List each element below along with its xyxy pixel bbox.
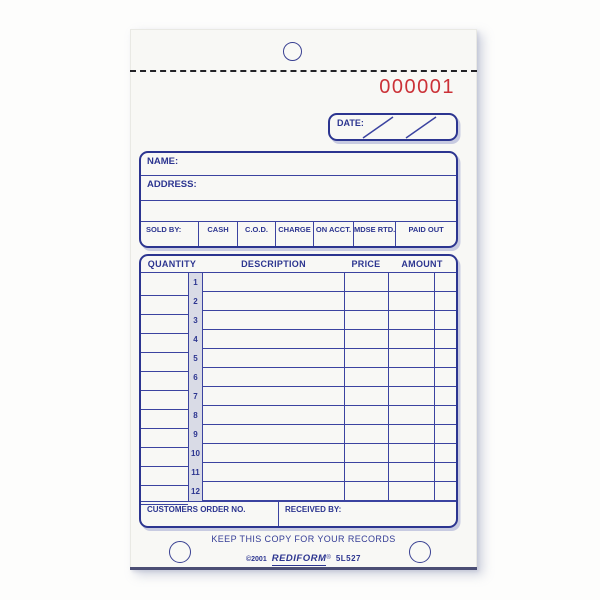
column-header-price: PRICE xyxy=(351,259,381,269)
row-number: 3 xyxy=(188,311,203,330)
description-cell xyxy=(203,406,344,425)
cents-cell xyxy=(434,311,456,330)
description-cell xyxy=(203,273,344,292)
row-number: 5 xyxy=(188,349,203,368)
quantity-cell xyxy=(141,368,188,387)
amount-cell xyxy=(388,273,434,292)
description-cell xyxy=(203,482,344,501)
cents-cell xyxy=(434,387,456,406)
paid-out-cell: PAID OUT xyxy=(408,224,444,234)
amount-cell xyxy=(388,330,434,349)
amount-cell xyxy=(388,387,434,406)
price-cell xyxy=(344,463,388,482)
order-form-sheet xyxy=(130,29,477,570)
price-cell xyxy=(344,273,388,292)
amount-cell xyxy=(388,406,434,425)
address-second-line-row xyxy=(141,201,456,222)
quantity-cell xyxy=(141,444,188,463)
name-field-row xyxy=(141,153,456,176)
quantity-cell xyxy=(141,463,188,482)
table-row xyxy=(141,425,456,444)
row-number: 1 xyxy=(188,273,203,292)
table-row xyxy=(141,292,456,311)
description-cell xyxy=(203,330,344,349)
table-row xyxy=(141,444,456,463)
table-row xyxy=(141,368,456,387)
price-cell xyxy=(344,387,388,406)
cents-cell xyxy=(434,330,456,349)
description-cell xyxy=(203,292,344,311)
serial-number: 000001 xyxy=(379,76,455,98)
quantity-cell xyxy=(141,425,188,444)
pad-bottom-edge xyxy=(130,567,477,570)
model-number: 5L527 xyxy=(335,554,361,563)
quantity-cell xyxy=(141,292,188,311)
date-box xyxy=(328,113,458,141)
keep-copy-note: KEEP THIS COPY FOR YOUR RECORDS xyxy=(211,534,396,544)
description-cell xyxy=(203,463,344,482)
description-cell xyxy=(203,311,344,330)
row-number: 9 xyxy=(188,425,203,444)
punch-hole-bottom-right xyxy=(409,541,431,563)
order-table-header xyxy=(141,256,456,273)
cents-cell xyxy=(434,463,456,482)
cash-cell: CASH xyxy=(199,222,238,246)
amount-cell xyxy=(388,482,434,501)
column-header-quantity: QUANTITY xyxy=(147,259,197,269)
cents-cell xyxy=(434,349,456,368)
description-cell xyxy=(203,444,344,463)
cents-cell xyxy=(434,444,456,463)
customer-info-box xyxy=(139,151,458,248)
amount-cell xyxy=(388,368,434,387)
column-header-description: DESCRIPTION xyxy=(241,259,306,269)
price-cell xyxy=(344,482,388,501)
description-cell xyxy=(203,425,344,444)
price-cell xyxy=(344,292,388,311)
quantity-cell xyxy=(141,482,188,501)
date-slashes xyxy=(330,115,456,139)
quantity-cell xyxy=(141,273,188,292)
row-number: 6 xyxy=(188,368,203,387)
cents-cell xyxy=(434,368,456,387)
cents-cell xyxy=(434,292,456,311)
price-cell xyxy=(344,349,388,368)
amount-cell xyxy=(388,292,434,311)
table-row xyxy=(141,387,456,406)
received-by-cell: RECEIVED BY: xyxy=(285,505,342,514)
table-row xyxy=(141,482,456,501)
address-label: ADDRESS: xyxy=(147,179,197,190)
row-number: 12 xyxy=(188,482,203,501)
cents-cell xyxy=(434,273,456,292)
registered-mark: ® xyxy=(326,555,331,561)
description-cell xyxy=(203,349,344,368)
table-row xyxy=(141,330,456,349)
price-cell xyxy=(344,444,388,463)
copyright-text: ©2001 xyxy=(245,556,267,563)
row-number: 2 xyxy=(188,292,203,311)
name-label: NAME: xyxy=(147,156,179,167)
customers-order-cell: CUSTOMERS ORDER NO. xyxy=(141,502,279,526)
cents-cell xyxy=(434,425,456,444)
table-row xyxy=(141,349,456,368)
cents-cell xyxy=(434,406,456,425)
address-field-row xyxy=(141,176,456,201)
quantity-cell xyxy=(141,330,188,349)
table-row xyxy=(141,311,456,330)
row-number: 10 xyxy=(188,444,203,463)
quantity-cell xyxy=(141,349,188,368)
cod-cell: C.O.D. xyxy=(238,222,276,246)
rediform-logo: REDIFORM xyxy=(271,553,327,564)
amount-cell xyxy=(388,349,434,368)
order-table-footer xyxy=(141,501,456,526)
table-row xyxy=(141,273,456,292)
price-cell xyxy=(344,406,388,425)
description-cell xyxy=(203,387,344,406)
table-row xyxy=(141,463,456,482)
price-cell xyxy=(344,311,388,330)
quantity-cell xyxy=(141,406,188,425)
column-header-amount: AMOUNT xyxy=(401,259,443,269)
row-number: 8 xyxy=(188,406,203,425)
charge-cell: CHARGE xyxy=(276,222,314,246)
amount-cell xyxy=(388,425,434,444)
on-acct-cell: ON ACCT. xyxy=(314,222,354,246)
mdse-rtd-cell: MDSE RTD. xyxy=(354,222,396,246)
price-cell xyxy=(344,330,388,349)
date-label: DATE: xyxy=(337,118,364,128)
description-cell xyxy=(203,368,344,387)
quantity-cell xyxy=(141,311,188,330)
amount-cell xyxy=(388,444,434,463)
amount-cell xyxy=(388,463,434,482)
row-number: 11 xyxy=(188,463,203,482)
perforation-line xyxy=(130,70,477,72)
order-table xyxy=(139,254,458,528)
payment-method-row xyxy=(141,222,456,246)
sold-by-cell: SOLD BY: xyxy=(141,222,199,246)
row-number: 7 xyxy=(188,387,203,406)
price-cell xyxy=(344,425,388,444)
price-cell xyxy=(344,368,388,387)
table-row xyxy=(141,406,456,425)
row-number: 4 xyxy=(188,330,203,349)
amount-cell xyxy=(388,311,434,330)
punch-hole-top xyxy=(283,42,302,61)
cents-cell xyxy=(434,482,456,501)
quantity-cell xyxy=(141,387,188,406)
punch-hole-bottom-left xyxy=(169,541,191,563)
